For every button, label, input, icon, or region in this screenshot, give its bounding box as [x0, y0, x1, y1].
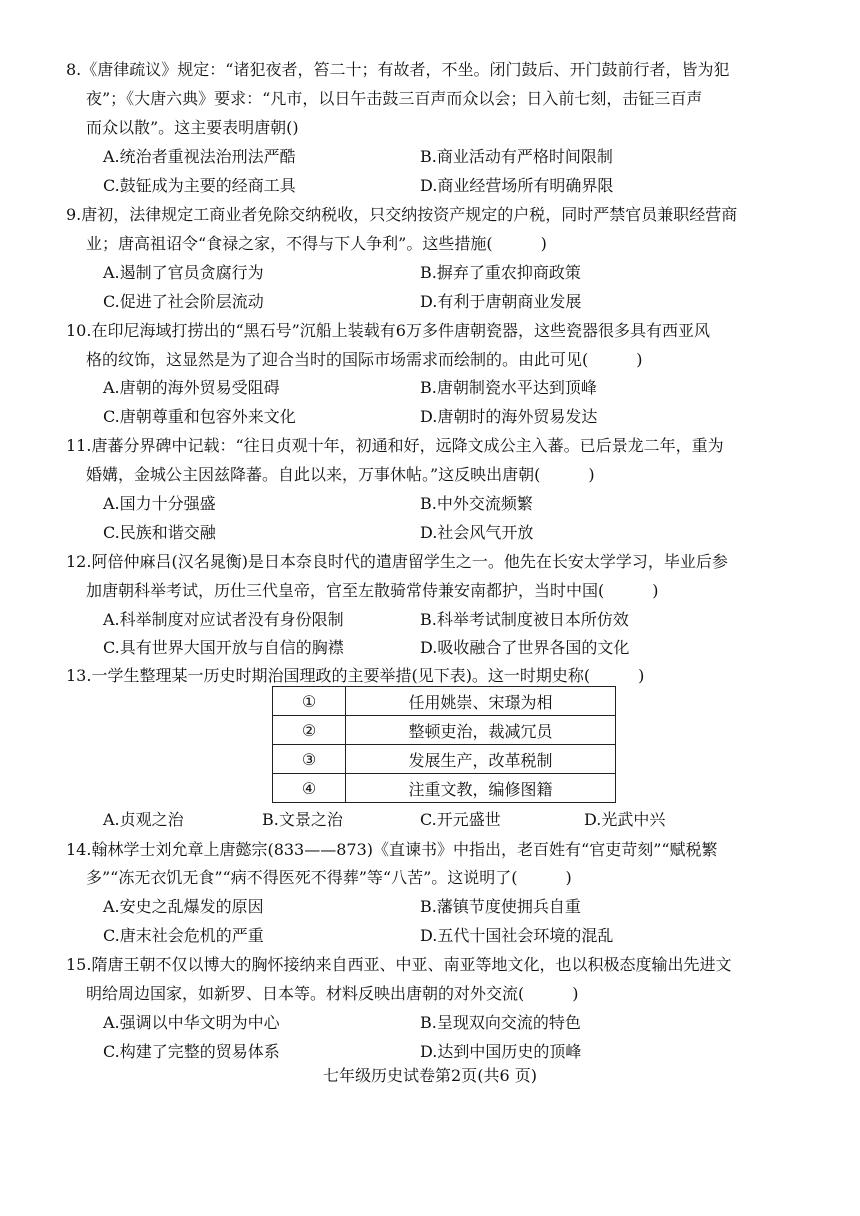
question-9-option-d[interactable]: D.有利于唐朝商业发展: [420, 292, 582, 311]
question-12-line-1: 12.阿倍仲麻吕(汉名晁衡)是日本奈良时代的遣唐留学生之一。他先在长安太学学习，毕业后参: [66, 552, 728, 571]
question-8-option-d[interactable]: D.商业经营场所有明确界限: [420, 176, 614, 195]
table-cell-number: ④: [273, 774, 346, 803]
question-15-option-a[interactable]: A.强调以中华文明为中心: [103, 1013, 280, 1032]
table-cell-number: ①: [273, 687, 346, 716]
question-15-option-c[interactable]: C.构建了完整的贸易体系: [103, 1042, 280, 1061]
question-14-line-2: 多”“冻无衣饥无食”“病不得医死不得葬”等“八苦”。这说明了( ): [86, 868, 572, 887]
question-15-option-d[interactable]: D.达到中国历史的顶峰: [420, 1042, 582, 1061]
question-8-line-2: 夜”；《大唐六典》要求：“凡市，以日午击鼓三百声而众以会；日入前七刻，击钲三百声: [86, 89, 703, 108]
question-14-option-b[interactable]: B.藩镇节度使拥兵自重: [420, 897, 581, 916]
question-13-option-d[interactable]: D.光武中兴: [584, 810, 666, 829]
table-cell-number: ②: [273, 716, 346, 745]
table-row: [273, 745, 616, 774]
question-10-option-c[interactable]: C.唐朝尊重和包容外来文化: [103, 407, 296, 426]
question-9-option-c[interactable]: C.促进了社会阶层流动: [103, 292, 264, 311]
question-15-option-b[interactable]: B.呈现双向交流的特色: [420, 1013, 581, 1032]
question-14-option-c[interactable]: C.唐末社会危机的严重: [103, 926, 264, 945]
question-12-option-c[interactable]: C.具有世界大国开放与自信的胸襟: [103, 638, 344, 657]
question-13-option-a[interactable]: A.贞观之治: [103, 810, 184, 829]
question-13-option-b[interactable]: B.文景之治: [262, 810, 343, 829]
page-footer: 七年级历史试卷第2页(共6 页): [323, 1066, 537, 1085]
question-14-option-d[interactable]: D.五代十国社会环境的混乱: [420, 926, 614, 945]
question-10-line-1: 10.在印尼海域打捞出的“黑石号”沉船上装载有6万多件唐朝瓷器，这些瓷器很多具有西亚风: [66, 321, 710, 340]
question-10-option-d[interactable]: D.唐朝时的海外贸易发达: [420, 407, 598, 426]
question-10-option-a[interactable]: A.唐朝的海外贸易受阻碍: [103, 378, 280, 397]
question-11-line-1: 11.唐蕃分界碑中记载：“往日贞观十年，初通和好，远降文成公主入蕃。已后景龙二年，重为: [66, 436, 724, 455]
question-12-option-a[interactable]: A.科举制度对应试者没有身份限制: [103, 610, 344, 629]
table-row: [273, 774, 616, 803]
question-8-line-3: 而众以散”。这主要表明唐朝(): [86, 118, 299, 137]
question-15-line-1: 15.隋唐王朝不仅以博大的胸怀接纳来自西亚、中亚、南亚等地文化，也以积极态度输出先进文: [66, 955, 732, 974]
question-8-option-c[interactable]: C.鼓钲成为主要的经商工具: [103, 176, 296, 195]
question-10-line-2: 格的纹饰，这显然是为了迎合当时的国际市场需求而绘制的。由此可见( ): [86, 350, 643, 369]
table-row: [273, 716, 616, 745]
question-15-line-2: 明给周边国家，如新罗、日本等。材料反映出唐朝的对外交流( ): [86, 984, 579, 1003]
question-14-option-a[interactable]: A.安史之乱爆发的原因: [103, 897, 264, 916]
table-cell-measure: 发展生产，改革税制: [346, 745, 616, 774]
question-9-option-a[interactable]: A.遏制了官员贪腐行为: [103, 263, 264, 282]
question-12-option-d[interactable]: D.吸收融合了世界各国的文化: [420, 638, 630, 657]
question-9-line-2: 业；唐高祖诏令“食禄之家，不得与下人争利”。这些措施( ): [86, 234, 547, 253]
question-11-option-a[interactable]: A.国力十分强盛: [103, 494, 216, 513]
question-11-line-2: 婚媾，金城公主因兹降蕃。自此以来，万事休帖。”这反映出唐朝( ): [86, 465, 595, 484]
question-13-option-c[interactable]: C.开元盛世: [420, 810, 501, 829]
table-cell-number: ③: [273, 745, 346, 774]
question-13-line-1: 13.一学生整理某一历史时期治国理政的主要举措(见下表)。这一时期史称( ): [66, 666, 645, 685]
question-8-line-1: 8.《唐律疏议》规定：“诸犯夜者，笞二十；有故者，不坐。闭门鼓后、开门鼓前行者，皆为犯: [66, 60, 730, 79]
question-14-line-1: 14.翰林学士刘允章上唐懿宗(833——873)《直谏书》中指出，老百姓有“官吏苛刻”“赋税繁: [66, 840, 718, 859]
question-10-option-b[interactable]: B.唐朝制瓷水平达到顶峰: [420, 378, 597, 397]
table-cell-measure: 任用姚崇、宋璟为相: [346, 687, 616, 716]
question-11-option-c[interactable]: C.民族和谐交融: [103, 523, 216, 542]
question-12-line-2: 加唐朝科举考试，历仕三代皇帝，官至左散骑常侍兼安南都护，当时中国( ): [86, 581, 659, 600]
question-11-option-d[interactable]: D.社会风气开放: [420, 523, 534, 542]
table-row: [273, 687, 616, 716]
table-cell-measure: 注重文教，编修图籍: [346, 774, 616, 803]
question-11-option-b[interactable]: B.中外交流频繁: [420, 494, 533, 513]
question-9-option-b[interactable]: B.摒弃了重农抑商政策: [420, 263, 581, 282]
measures-table: [272, 686, 616, 803]
table-cell-measure: 整顿吏治，裁减冗员: [346, 716, 616, 745]
question-8-option-a[interactable]: A.统治者重视法治刑法严酷: [103, 147, 296, 166]
question-12-option-b[interactable]: B.科举考试制度被日本所仿效: [420, 610, 629, 629]
question-8-option-b[interactable]: B.商业活动有严格时间限制: [420, 147, 613, 166]
question-9-line-1: 9.唐初，法律规定工商业者免除交纳税收，只交纳按资产规定的户税，同时严禁官员兼职经营商: [66, 205, 738, 224]
